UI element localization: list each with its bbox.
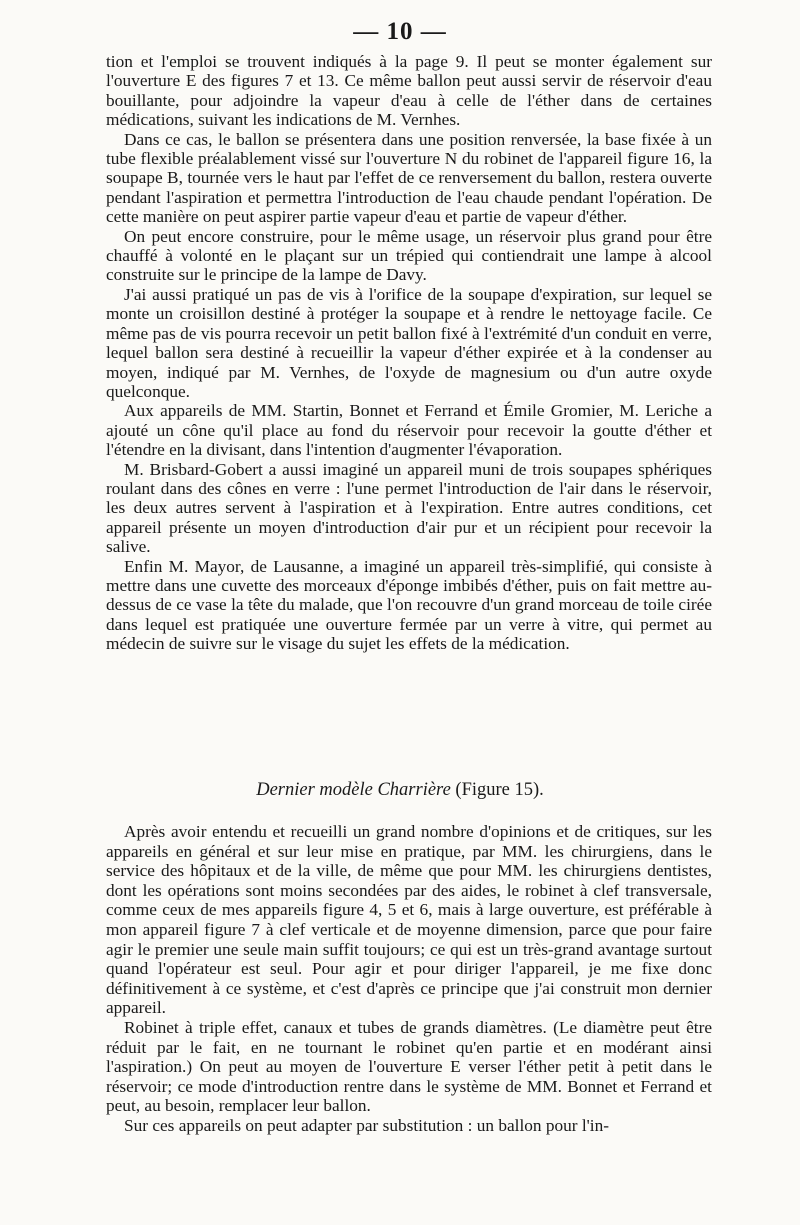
text-block-bottom xyxy=(106,822,712,1136)
section-title: Dernier modèle Charrière xyxy=(256,780,451,800)
paragraph: Enfin M. Mayor, de Lausanne, a imaginé un appareil très-simplifié, qui consiste à mettre dans une cuvette des morceaux d'éponge imbibés d'éther, puis on fait mettre au-dessus de ce vase la tête du malade, que l'on recouvre d'un grand morceau de toile cirée dans lequel est pratiquée une ouverture fermée par un verre à vitre, qui permet au médecin de suivre sur le visage du sujet les effets de la médication. xyxy=(106,556,712,654)
paragraph: M. Brisbard-Gobert a aussi imaginé un appareil muni de trois soupapes sphériques roulant dans des cônes en verre : l'une permet l'introduction de l'air dans le réservoir, les deux autres servent à l'aspiration et à l'expiration. Entre autres conditions, cet appareil présente un moyen d'introduction d'air pur et un récipient pour recevoir la salive. xyxy=(106,459,712,557)
paragraph: Après avoir entendu et recueilli un grand nombre d'opinions et de critiques, sur les appareils en général et sur leur mise en pratique, par MM. les chirurgiens, dans le service des hôpitaux et de la ville, de même que pour MM. les chirurgiens dentistes, dont les opérations sont moins secondées par des aides, le robinet à clef transversale, comme ceux de mes appareils figure 4, 5 et 6, mais à large ouverture, est préférable à mon appareil figure 7 à clef verticale et de moyenne dimension, parce que pour faire agir le premier une seule main suffit toujours; ce qui est un très-grand avantage surtout quand l'opérateur est seul. Pour agir et pour diriger l'appareil, je me fixe donc définitivement à ce système, et c'est d'après ce principe que j'ai construit mon dernier appareil. xyxy=(106,822,712,1018)
text-block-top xyxy=(106,52,712,654)
paragraph: Sur ces appareils on peut adapter par substitution : un ballon pour l'in- xyxy=(124,1115,609,1135)
paragraph: Aux appareils de MM. Startin, Bonnet et Ferrand et Émile Gromier, M. Leriche a ajouté un cône qu'il place au fond du réservoir pour recevoir la goutte d'éther et l'étendre en la divisant, dans l'intention d'augmenter l'évaporation. xyxy=(106,401,712,460)
paragraph: J'ai aussi pratiqué un pas de vis à l'orifice de la soupape d'expiration, sur lequel se monte un croisillon destiné à protéger la soupape et à rendre le nettoyage facile. Ce même pas de vis pourra recevoir un petit ballon fixé à l'extrémité d'un conduit en verre, lequel ballon sera destiné à recueillir la vapeur d'éther expirée et à la condenser au moyen, indiqué par M. Vernhes, de l'oxyde de magnesium ou d'un autre oxyde quelconque. xyxy=(106,284,712,401)
section-heading xyxy=(0,780,800,801)
paragraph: On peut encore construire, pour le même usage, un réservoir plus grand pour être chauffé à volonté en le plaçant sur un trépied qui contiendrait une lampe à alcool construite sur le principe de la lampe de Davy. xyxy=(106,226,712,285)
paragraph: Dans ce cas, le ballon se présentera dans une position renversée, la base fixée à un tube flexible préalablement vissé sur l'ouverture N du robinet de l'appareil figure 16, la soupape B, tournée vers le haut par l'effet de ce renversement du ballon, restera ouverte pendant l'aspiration et permettra l'introduction de l'eau chaude pendant l'opération. De cette manière on peut aspirer partie vapeur d'eau et partie de vapeur d'éther. xyxy=(106,129,712,227)
paragraph: tion et l'emploi se trouvent indiqués à la page 9. Il peut se monter également sur l'ouverture E des figures 7 et 13. Ce même ballon peut aussi servir de réservoir d'eau bouillante, pour adjoindre la vapeur d'eau à celle de l'éther dans de certaines médications, suivant les indications de M. Vernhes. xyxy=(106,52,712,130)
page-number: — 10 — xyxy=(353,18,447,45)
paragraph: Robinet à triple effet, canaux et tubes de grands diamètres. (Le diamètre peut être réduit par le fait, en ne tournant le robinet qu'en partie et en modérant ainsi l'aspiration.) On peut au moyen de l'ouverture E verser l'éther petit à petit dans le réservoir; ce mode d'introduction rentre dans le système de MM. Bonnet et Ferrand et peut, au besoin, remplacer leur ballon. xyxy=(106,1017,712,1116)
section-figure-ref: (Figure 15). xyxy=(455,780,544,800)
